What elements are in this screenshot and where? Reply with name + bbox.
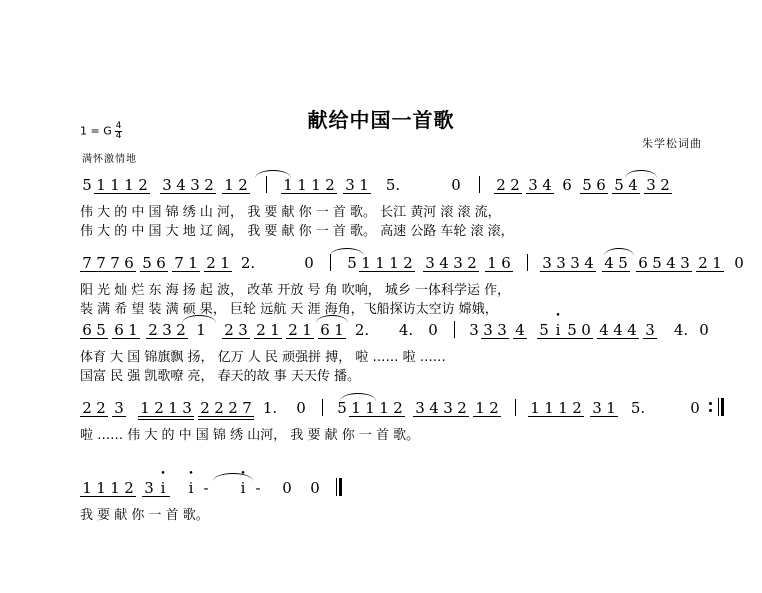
note: 4 — [611, 320, 625, 340]
note-rest: 0 — [304, 254, 314, 272]
note: 3 — [568, 253, 582, 273]
note: 5 — [650, 253, 664, 273]
slur-mark — [625, 170, 657, 178]
note: 2 — [204, 253, 218, 273]
slur-mark — [255, 170, 291, 178]
lyric-line-3-verse-2: 国富 民 强 凯歌嘹 亮， 春天的故 事 天天传 播。 — [80, 369, 361, 384]
note-rest: 0 — [690, 399, 700, 417]
lyric-line-1-verse-2: 伟 大 的 中 国 大 地 辽 阔， 我 要 献 你 一 首 歌。 高速 公路 车轮 滚 滚， — [80, 224, 514, 239]
note: 2 — [212, 398, 226, 418]
note: 3 — [678, 253, 692, 273]
note: 1 — [108, 175, 122, 195]
note: 1 — [357, 175, 371, 195]
note: 3 — [112, 398, 126, 418]
note: 2 — [391, 398, 405, 418]
note: 1 — [80, 478, 94, 498]
note: 2 — [122, 478, 136, 498]
note: 4 — [664, 253, 678, 273]
music-system-4 — [0, 398, 762, 443]
note: 5. — [385, 176, 401, 194]
note: • i — [156, 478, 170, 498]
note: 1 — [295, 175, 309, 195]
repeat-end-barline — [714, 398, 726, 416]
page-title: 献给中国一首歌 — [307, 108, 455, 132]
note: 3 — [644, 175, 658, 195]
note: 3 — [469, 321, 479, 339]
note: 3 — [236, 320, 250, 340]
note: 3 — [590, 398, 604, 418]
barline — [475, 176, 484, 194]
note: 3 — [413, 398, 427, 418]
barline — [262, 176, 271, 194]
note: 4 — [625, 320, 639, 340]
note: 4. — [398, 321, 414, 339]
notation-row-1 — [0, 175, 762, 201]
lyric-line-5-verse-1: 我 要 献 你 一 首 歌。 — [80, 508, 209, 523]
note: 1 — [359, 253, 373, 273]
music-system-5 — [0, 478, 762, 523]
note: 4 — [174, 175, 188, 195]
note: 1 — [528, 398, 542, 418]
note: 2 — [152, 398, 166, 418]
note: 7 — [108, 253, 122, 273]
time-signature — [115, 122, 123, 141]
note: 3 — [451, 253, 465, 273]
note: 3 — [160, 320, 174, 340]
key-signature — [80, 122, 122, 141]
barline — [450, 321, 459, 339]
note: 5 — [337, 399, 347, 417]
lyric-line-2-verse-1: 阳 光 灿 烂 东 海 扬 起 波， 改革 开放 号 角 吹响， 城乡 一体科学运 作， — [80, 283, 511, 298]
note: 2 — [487, 398, 501, 418]
note: 1. — [262, 399, 278, 417]
note: 2 — [236, 175, 250, 195]
note: 2. — [354, 321, 370, 339]
note: 1 — [186, 253, 200, 273]
note: 4 — [582, 253, 596, 273]
note: 1 — [349, 398, 363, 418]
note: 6 — [154, 253, 168, 273]
note: 5 — [616, 253, 630, 273]
note: 1 — [126, 320, 140, 340]
composer-credit: 朱学松词曲 — [642, 137, 702, 150]
note-rest: 0 — [699, 321, 709, 339]
note: 5. — [630, 399, 646, 417]
slur-mark — [604, 248, 634, 256]
note: 2 — [202, 175, 216, 195]
note: 6 — [594, 175, 608, 195]
note: 1 — [556, 398, 570, 418]
note: 2 — [455, 398, 469, 418]
note: 1 — [281, 175, 295, 195]
note-rest: 0 — [310, 479, 320, 497]
note: 4 — [437, 253, 451, 273]
notation-row-2 — [0, 253, 762, 279]
note: 2 — [494, 175, 508, 195]
note: 2 — [658, 175, 672, 195]
note: 2 — [136, 175, 150, 195]
note: 5 — [580, 175, 594, 195]
note: 6 — [318, 320, 332, 340]
note: 2 — [508, 175, 522, 195]
note: 3 — [188, 175, 202, 195]
note: 2 — [465, 253, 479, 273]
note: 4 — [540, 175, 554, 195]
note: 3 — [526, 175, 540, 195]
note: 2 — [254, 320, 268, 340]
note: 1 — [710, 253, 724, 273]
note: 7 — [172, 253, 186, 273]
note: 4 — [602, 253, 616, 273]
note-rest: 0 — [579, 320, 593, 340]
time-signature-denominator: 4 — [115, 131, 122, 141]
note: 1 — [473, 398, 487, 418]
note: 1 — [94, 478, 108, 498]
note: 2 — [226, 398, 240, 418]
note: 3 — [160, 175, 174, 195]
note: 2 — [174, 320, 188, 340]
note: 2 — [401, 253, 415, 273]
note: 6 — [122, 253, 136, 273]
note: 1 — [604, 398, 618, 418]
note: 3 — [643, 320, 657, 340]
note: 1 — [387, 253, 401, 273]
note: 1 — [373, 253, 387, 273]
notation-row-4 — [0, 398, 762, 424]
lyric-line-3-verse-1: 体育 大 国 锦旗飘 扬， 亿万 人 民 顽强拼 搏， 啦 …… 啦 …… — [80, 350, 446, 365]
note: 6 — [112, 320, 126, 340]
note: 5 — [612, 175, 626, 195]
note: 1 — [268, 320, 282, 340]
note: 2 — [198, 398, 212, 418]
note: 2 — [323, 175, 337, 195]
note: 5 — [565, 320, 579, 340]
note: 3 — [441, 398, 455, 418]
music-system-2 — [0, 253, 762, 317]
barline — [511, 399, 520, 417]
note: 5 — [347, 254, 357, 272]
note: 3 — [180, 398, 194, 418]
slur-mark — [340, 393, 376, 401]
note: • i — [551, 320, 565, 340]
note: 3 — [495, 320, 509, 340]
note: 3 — [554, 253, 568, 273]
final-barline — [334, 478, 344, 496]
note: • i — [236, 478, 250, 498]
note: 2 — [80, 398, 94, 418]
tempo-marking: 满怀激情地 — [82, 154, 137, 165]
note: 4 — [427, 398, 441, 418]
key-signature-text: 1 = G — [80, 124, 112, 138]
note: 2 — [286, 320, 300, 340]
note-rest: 0 — [296, 399, 306, 417]
note: 4 — [626, 175, 640, 195]
note: 6 — [80, 320, 94, 340]
note: 4 — [597, 320, 611, 340]
note-rest: 0 — [282, 479, 292, 497]
note: 1 — [222, 175, 236, 195]
note: 2 — [94, 398, 108, 418]
note: 5 — [82, 176, 92, 194]
note: 6 — [636, 253, 650, 273]
note: 6 — [499, 253, 513, 273]
barline — [326, 254, 335, 272]
note: 2 — [222, 320, 236, 340]
note: 4. — [673, 321, 689, 339]
note: 1 — [485, 253, 499, 273]
lyric-line-1-verse-1: 伟 大 的 中 国 锦 绣 山 河， 我 要 献 你 一 首 歌。 长江 黄河 滚 滚 流， — [80, 205, 501, 220]
note: 1 — [377, 398, 391, 418]
music-system-3 — [0, 320, 762, 384]
note: 3 — [481, 320, 495, 340]
note: 1 — [166, 398, 180, 418]
notation-row-5 — [0, 478, 762, 504]
note: 5 — [140, 253, 154, 273]
note-rest: 0 — [451, 176, 461, 194]
note-rest: 0 — [734, 254, 744, 272]
note: • i — [184, 478, 198, 498]
note: 5 — [537, 320, 551, 340]
note: 3 — [343, 175, 357, 195]
note: 6 — [562, 176, 572, 194]
slur-mark — [330, 248, 364, 256]
note: 3 — [540, 253, 554, 273]
note: 1 — [332, 320, 346, 340]
barline — [523, 254, 532, 272]
lyric-line-4-verse-1: 啦 …… 伟 大 的 中 国 锦 绣 山河， 我 要 献 你 一 首 歌。 — [80, 428, 420, 443]
note: 7 — [240, 398, 254, 418]
note: 2 — [696, 253, 710, 273]
note: 2. — [240, 254, 256, 272]
notation-row-3 — [0, 320, 762, 346]
note: 1 — [196, 321, 206, 339]
note-extension-dash: - — [203, 479, 209, 497]
time-signature-numerator: 4 — [115, 121, 122, 131]
note: 4 — [513, 320, 527, 340]
note: 1 — [122, 175, 136, 195]
note: 1 — [309, 175, 323, 195]
note: 7 — [80, 253, 94, 273]
barline — [318, 399, 327, 417]
lyric-line-2-verse-2: 装 满 希 望 装 满 硕 果， 巨轮 远航 天 涯 海角，飞船探访太空访 嫦娥， — [80, 302, 498, 317]
note-rest: 0 — [428, 321, 438, 339]
note: 5 — [94, 320, 108, 340]
note-extension-dash: - — [255, 479, 261, 497]
note: 1 — [542, 398, 556, 418]
note: 7 — [94, 253, 108, 273]
note: 2 — [146, 320, 160, 340]
note: 1 — [363, 398, 377, 418]
note: 3 — [423, 253, 437, 273]
note: 1 — [108, 478, 122, 498]
note: 1 — [300, 320, 314, 340]
music-system-1 — [0, 175, 762, 239]
note: 1 — [138, 398, 152, 418]
note: 1 — [218, 253, 232, 273]
note: 2 — [570, 398, 584, 418]
note: 3 — [142, 478, 156, 498]
note: 1 — [94, 175, 108, 195]
